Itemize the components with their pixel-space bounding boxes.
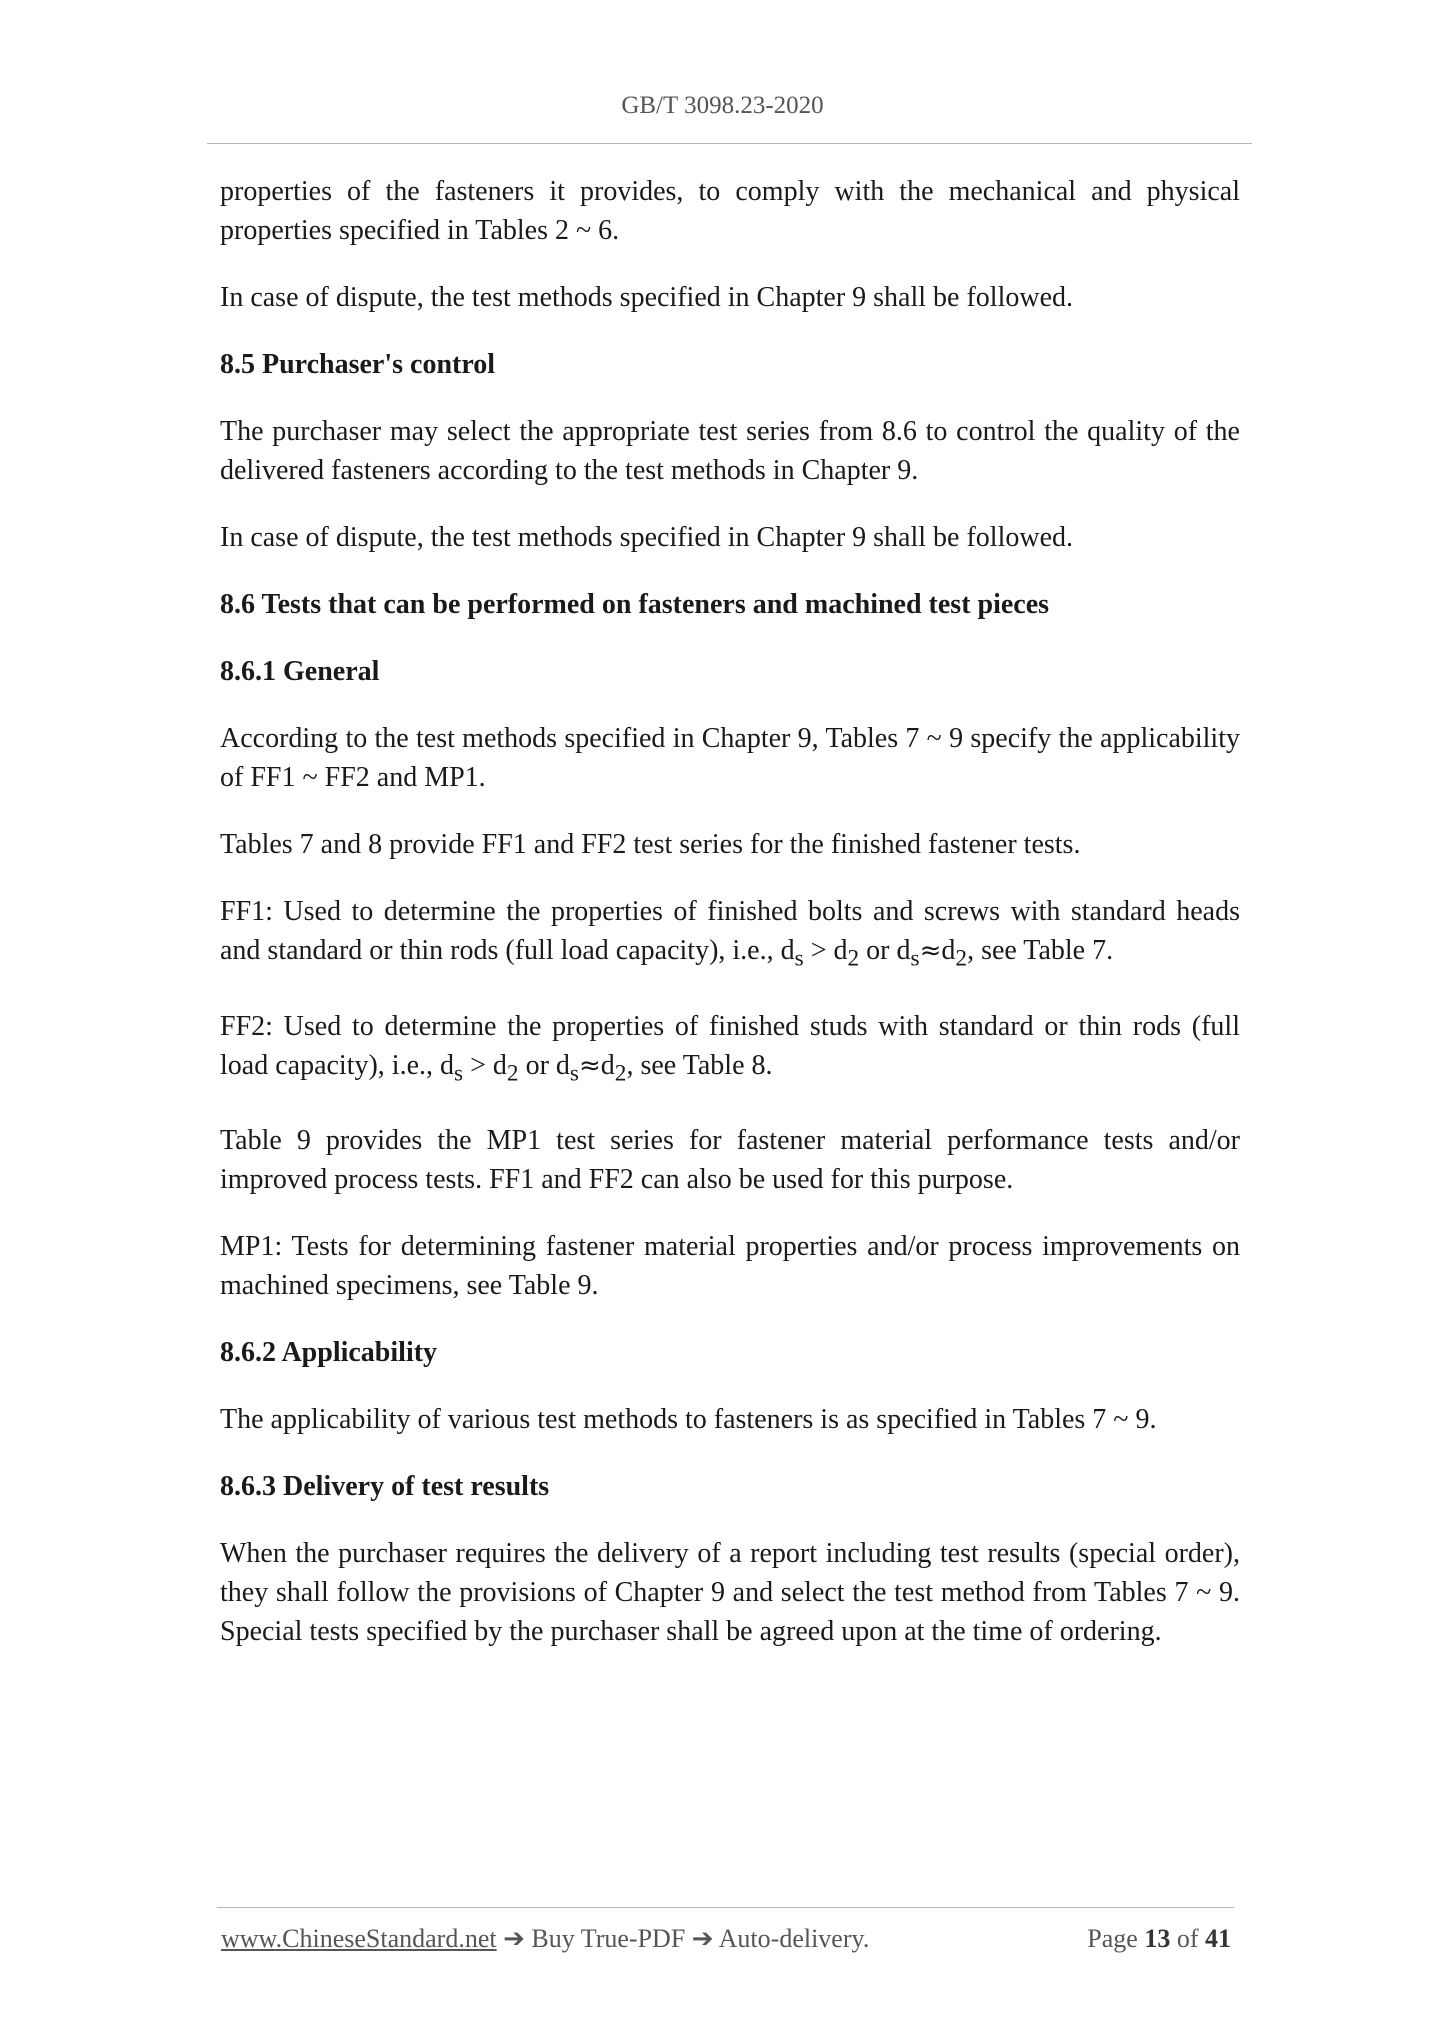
- current-page: 13: [1144, 1924, 1171, 1953]
- document-id-header: GB/T 3098.23-2020: [621, 92, 824, 119]
- section-heading-8-6-1: 8.6.1 General: [220, 656, 380, 687]
- auto-delivery-text: Auto-delivery.: [713, 1924, 870, 1953]
- approx-symbol: ≈: [579, 1050, 601, 1081]
- text: , see Table 8.: [626, 1049, 773, 1081]
- section-heading-8-6-2: 8.6.2 Applicability: [220, 1337, 438, 1369]
- subscript: 2: [614, 1060, 627, 1087]
- section-heading-8-6: 8.6 Tests that can be performed on fasteners and machined test pieces: [220, 589, 1050, 620]
- total-pages: 41: [1205, 1924, 1231, 1953]
- paragraph: Table 9 provides the MP1 test series for fastener material performance tests and/or improved process tests. FF1 and FF2 can also be used for this purpose.: [220, 1125, 1240, 1196]
- section-heading-8-6-3: 8.6.3 Delivery of test results: [220, 1471, 550, 1503]
- paragraph: According to the test methods specified in Chapter 9, Tables 7 ~ 9 specify the applicability of FF1 ~ FF2 and MP1.: [220, 723, 1240, 793]
- paragraph: When the purchaser requires the delivery of a report including test results (special order), they shall follow the provisions of Chapter 9 and select the test method from Tables 7 ~ 9. Special tests specified by the purchaser shall be agreed upon at the time of ordering.: [220, 1538, 1240, 1648]
- page-content: [220, 172, 1240, 1679]
- paragraph: The purchaser may select the appropriate test series from 8.6 to control the quality of the delivered fasteners according to the test methods in Chapter 9.: [220, 416, 1240, 486]
- paragraph: In case of dispute, the test methods specified in Chapter 9 shall be followed.: [220, 522, 1074, 553]
- paragraph: In case of dispute, the test methods specified in Chapter 9 shall be followed.: [220, 282, 1074, 313]
- text: > d: [463, 1049, 507, 1081]
- approx-symbol: ≈: [919, 936, 942, 966]
- paragraph-ff1: [220, 892, 1240, 979]
- section-heading-8-5: 8.5 Purchaser's control: [220, 349, 496, 380]
- text: FF1: Used to determine the properties of finished bolts and screws with standard heads and standard or thin rods (full load capacity), i.e., d: [220, 896, 1240, 966]
- text: or d: [518, 1049, 570, 1081]
- subscript: s: [910, 945, 920, 972]
- paragraph: Tables 7 and 8 provide FF1 and FF2 test series for the finished fastener tests.: [220, 829, 1081, 860]
- arrow-right-icon: ➔: [691, 1924, 714, 1953]
- footer-promo: [221, 1924, 869, 1954]
- paragraph: The applicability of various test methods to fasteners is as specified in Tables 7 ~ 9.: [220, 1404, 1157, 1436]
- of-label: of: [1170, 1924, 1205, 1953]
- text: FF2: Used to determine the properties of finished studs with standard or thin rods (full load capacity), i.e., d: [220, 1010, 1240, 1081]
- text: > d: [803, 935, 848, 966]
- paragraph-ff2: [220, 1007, 1240, 1094]
- subscript: s: [569, 1060, 579, 1087]
- subscript: s: [794, 945, 804, 972]
- page-number: [1087, 1924, 1231, 1954]
- website-link[interactable]: www.ChineseStandard.net: [221, 1924, 497, 1953]
- subscript: 2: [506, 1060, 519, 1087]
- header-divider: [207, 143, 1252, 144]
- subscript: 2: [955, 945, 968, 972]
- paragraph: properties of the fasteners it provides, to comply with the mechanical and physical properties specified in Tables 2 ~ 6.: [220, 176, 1240, 246]
- text: or d: [859, 935, 911, 966]
- buy-true-pdf-text: Buy True-PDF: [524, 1924, 692, 1953]
- text: d: [941, 935, 956, 966]
- paragraph: MP1: Tests for determining fastener material properties and/or process improvements on machined specimens, see Table 9.: [220, 1231, 1240, 1302]
- subscript: s: [454, 1060, 464, 1087]
- text: , see Table 7.: [967, 935, 1114, 966]
- text: d: [600, 1049, 615, 1081]
- subscript: 2: [847, 945, 860, 972]
- footer-divider: [217, 1907, 1234, 1908]
- page-label: Page: [1087, 1924, 1145, 1953]
- arrow-right-icon: ➔: [503, 1924, 525, 1953]
